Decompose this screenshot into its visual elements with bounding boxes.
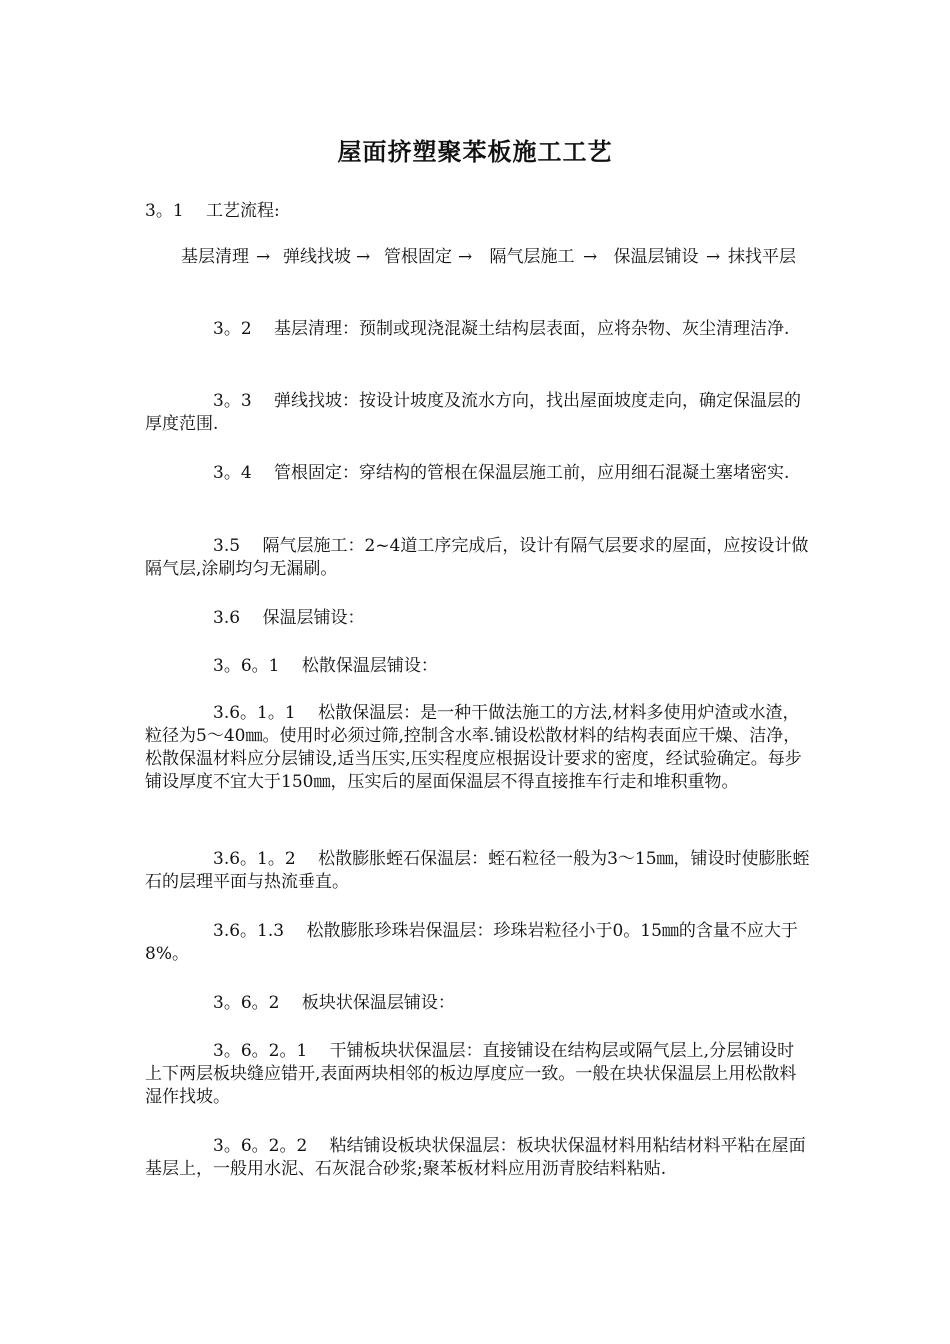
paragraph-3-6-1: 3。6。1 松散保温层铺设： bbox=[145, 656, 438, 676]
flow-step-6: 抹找平层 bbox=[728, 247, 796, 267]
paragraph-3-6-1-1: 3.6。1。1 松散保温层：是一种干做法施工的方法,材料多使用炉渣或水渣，粒径为5～40㎜。使用时必须过筛,控制含水率.铺设松散材料的结构表面应干燥、洁净，松散保温材料应分层铺设,适当压实,压实程度应根据设计要求的密度，经试验确定。每步铺设厚度不宜大于150㎜，压实后的屋面保温层不得直接推车行走和堆积重物。 bbox=[145, 703, 802, 792]
flow-arrow-icon: → bbox=[706, 247, 721, 267]
flow-step-3: 管根固定 bbox=[384, 247, 452, 267]
flow-arrow-icon: → bbox=[256, 247, 271, 267]
paragraph-3-2: 3。2 基层清理：预制或现浇混凝土结构层表面，应将杂物、灰尘清理洁净. bbox=[145, 319, 790, 339]
flow-step-1: 基层清理 bbox=[181, 247, 249, 267]
process-flow bbox=[180, 246, 820, 296]
paragraph-3-6-2-1: 3。6。2。1 干铺板块状保温层：直接铺设在结构层或隔气层上,分层铺设时上下两层板块缝应错开,表面两块相邻的板边厚度应一致。一般在块状保温层上用松散料湿作找坡。 bbox=[145, 1041, 797, 1107]
flow-step-5: 保温层铺设 bbox=[613, 247, 699, 267]
paragraph-3-3: 3。3 弹线找坡：按设计坡度及流水方向，找出屋面坡度走向，确定保温层的厚度范围. bbox=[145, 391, 802, 434]
section-heading-3-1: 3。1 工艺流程: bbox=[145, 201, 280, 221]
paragraph-3-6-1-3: 3.6。1.3 松散膨胀珍珠岩保温层：珍珠岩粒径小于0。15㎜的含量不应大于8%。 bbox=[145, 921, 798, 964]
paragraph-3-4: 3。4 管根固定：穿结构的管根在保温层施工前，应用细石混凝土塞堵密实. bbox=[145, 463, 790, 483]
paragraph-3-6: 3.6 保温层铺设： bbox=[145, 608, 365, 628]
flow-step-4: 隔气层施工 bbox=[489, 247, 575, 267]
flow-arrow-icon: → bbox=[356, 247, 371, 267]
paragraph-3-6-1-2: 3.6。1。2 松散膨胀蛭石保温层：蛭石粒径一般为3～15㎜，铺设时使膨胀蛭石的层理平面与热流垂直。 bbox=[145, 849, 810, 892]
page-title: 屋面挤塑聚苯板施工工艺 bbox=[337, 137, 613, 166]
paragraph-3-6-2-2: 3。6。2。2 粘结铺设板块状保温层：板块状保温材料用粘结材料平粘在屋面基层上，一般用水泥、石灰混合砂浆;聚苯板材料应用沥青胶结料粘贴. bbox=[145, 1136, 806, 1179]
flow-step-2: 弹线找坡 bbox=[283, 247, 351, 267]
flow-arrow-icon: → bbox=[458, 247, 473, 267]
paragraph-3-6-2: 3。6。2 板块状保温层铺设： bbox=[145, 993, 455, 1013]
flow-arrow-icon: → bbox=[583, 247, 598, 267]
paragraph-3-5: 3.5 隔气层施工：2~4道工序完成后，设计有隔气层要求的屋面，应按设计做隔气层,涂刷均匀无漏刷。 bbox=[145, 536, 809, 579]
